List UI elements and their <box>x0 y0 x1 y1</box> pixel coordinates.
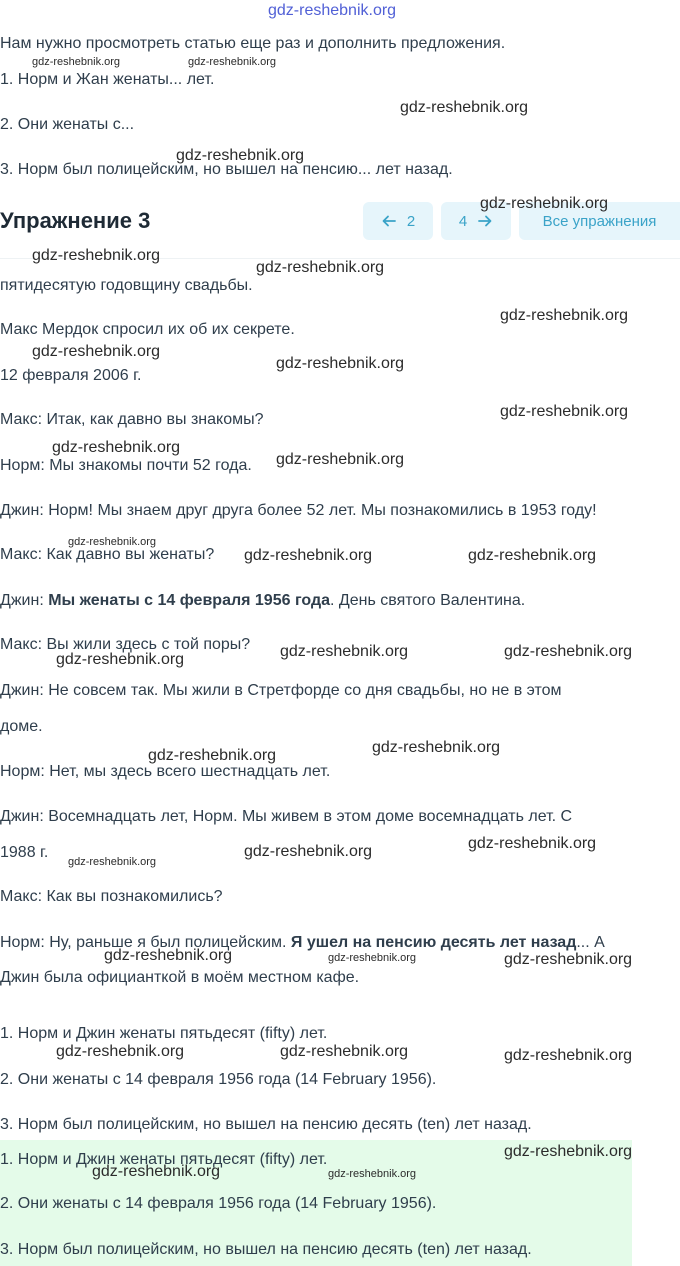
highlighted-answer: Мы женаты с 14 февраля 1956 года <box>48 592 331 609</box>
answer-box-item-1: 1. Норм и Джин женаты пятьдесят (fifty) лет. <box>0 1151 328 1168</box>
article-line: Джин: Норм! Мы знаем друг друга более 52 лет. Мы познакомились в 1953 году! <box>0 502 597 519</box>
answer-box-item-2: 2. Они женаты с 14 февраля 1956 года (14 February 1956). <box>0 1195 437 1212</box>
article-line: Норм: Нет, мы здесь всего шестнадцать лет. <box>0 763 331 780</box>
answer-box-item-3: 3. Норм был полицейским, но вышел на пенсию десять (ten) лет назад. <box>0 1241 532 1258</box>
watermark: gdz-reshebnik.org <box>32 56 121 68</box>
watermark: gdz-reshebnik.org <box>280 1043 409 1060</box>
intro-item-1: 1. Норм и Жан женаты... лет. <box>0 71 215 88</box>
next-exercise-label: 4 <box>458 212 468 230</box>
watermark: gdz-reshebnik.org <box>504 951 633 968</box>
watermark: gdz-reshebnik.org <box>468 835 597 852</box>
watermark: gdz-reshebnik.org <box>328 1168 417 1180</box>
watermark: gdz-reshebnik.org <box>56 651 185 668</box>
watermark: gdz-reshebnik.org <box>504 643 633 660</box>
article-line: пятидесятую годовщину свадьбы. <box>0 277 253 294</box>
instruction-text: Нам нужно просмотреть статью еще раз и дополнить предложения. <box>0 35 506 52</box>
article-line <box>0 934 605 952</box>
exercise-title: Упражнение 3 <box>0 208 151 233</box>
answer-item-2: 2. Они женаты с 14 февраля 1956 года (14 February 1956). <box>0 1071 437 1088</box>
article-line: Макс Мердок спросил их об их секрете. <box>0 321 295 338</box>
watermark: gdz-reshebnik.org <box>244 547 373 564</box>
speaker-text: Джин: <box>0 592 49 609</box>
article-line: Макс: Вы жили здесь с той поры? <box>0 636 251 653</box>
arrow-right-icon <box>477 213 493 229</box>
watermark: gdz-reshebnik.org <box>52 439 181 456</box>
intro-item-2: 2. Они женаты с... <box>0 116 135 133</box>
all-exercises-label: Все упражнения <box>542 212 657 230</box>
watermark: gdz-reshebnik.org <box>188 56 277 68</box>
highlighted-answer: Я ушел на пенсию десять лет назад <box>290 934 577 951</box>
watermark: gdz-reshebnik.org <box>56 1043 185 1060</box>
article-line: доме. <box>0 718 43 735</box>
watermark: gdz-reshebnik.org <box>480 195 609 212</box>
intro-item-3: 3. Норм был полицейским, но вышел на пенсию... лет назад. <box>0 161 453 178</box>
watermark: gdz-reshebnik.org <box>148 747 277 764</box>
prev-exercise-label: 2 <box>406 212 416 230</box>
watermark: gdz-reshebnik.org <box>104 947 233 964</box>
answer-item-1: 1. Норм и Джин женаты пятьдесят (fifty) лет. <box>0 1025 328 1042</box>
article-line: Джин была официанткой в моём местном кафе. <box>0 969 360 986</box>
answer-item-3: 3. Норм был полицейским, но вышел на пенсию десять (ten) лет назад. <box>0 1116 532 1133</box>
article-line: Макс: Итак, как давно вы знакомы? <box>0 411 264 428</box>
watermark: gdz-reshebnik.org <box>500 307 629 324</box>
watermark: gdz-reshebnik.org <box>280 643 409 660</box>
watermark: gdz-reshebnik.org <box>500 403 629 420</box>
speaker-text: Норм: Ну, раньше я был полицейским. <box>0 934 291 951</box>
article-line: Джин: Не совсем так. Мы жили в Стретфорде со дня свадьбы, но не в этом <box>0 682 562 699</box>
watermark: gdz-reshebnik.org <box>372 739 501 756</box>
watermark: gdz-reshebnik.org <box>32 247 161 264</box>
watermark-top: gdz-reshebnik.org <box>268 2 397 19</box>
article-text: . День святого Валентина. <box>330 592 526 609</box>
watermark: gdz-reshebnik.org <box>68 856 157 868</box>
watermark: gdz-reshebnik.org <box>400 99 529 116</box>
watermark: gdz-reshebnik.org <box>92 1163 221 1180</box>
watermark: gdz-reshebnik.org <box>256 259 385 276</box>
watermark: gdz-reshebnik.org <box>32 343 161 360</box>
watermark: gdz-reshebnik.org <box>328 952 417 964</box>
article-text: ... А <box>576 934 605 951</box>
watermark: gdz-reshebnik.org <box>468 547 597 564</box>
article-line <box>0 592 525 610</box>
watermark: gdz-reshebnik.org <box>276 451 405 468</box>
article-line: 1988 г. <box>0 844 49 861</box>
watermark: gdz-reshebnik.org <box>244 843 373 860</box>
article-line: Норм: Мы знакомы почти 52 года. <box>0 457 252 474</box>
article-line: Макс: Как вы познакомились? <box>0 888 223 905</box>
watermark: gdz-reshebnik.org <box>276 355 405 372</box>
article-line: 12 февраля 2006 г. <box>0 367 142 384</box>
article-line: Макс: Как давно вы женаты? <box>0 546 215 563</box>
watermark: gdz-reshebnik.org <box>68 536 157 548</box>
watermark: gdz-reshebnik.org <box>504 1047 633 1064</box>
watermark: gdz-reshebnik.org <box>176 147 305 164</box>
prev-exercise-button[interactable] <box>363 202 433 240</box>
arrow-left-icon <box>381 213 397 229</box>
watermark: gdz-reshebnik.org <box>504 1143 633 1160</box>
article-line: Джин: Восемнадцать лет, Норм. Мы живем в этом доме восемнадцать лет. С <box>0 808 573 825</box>
